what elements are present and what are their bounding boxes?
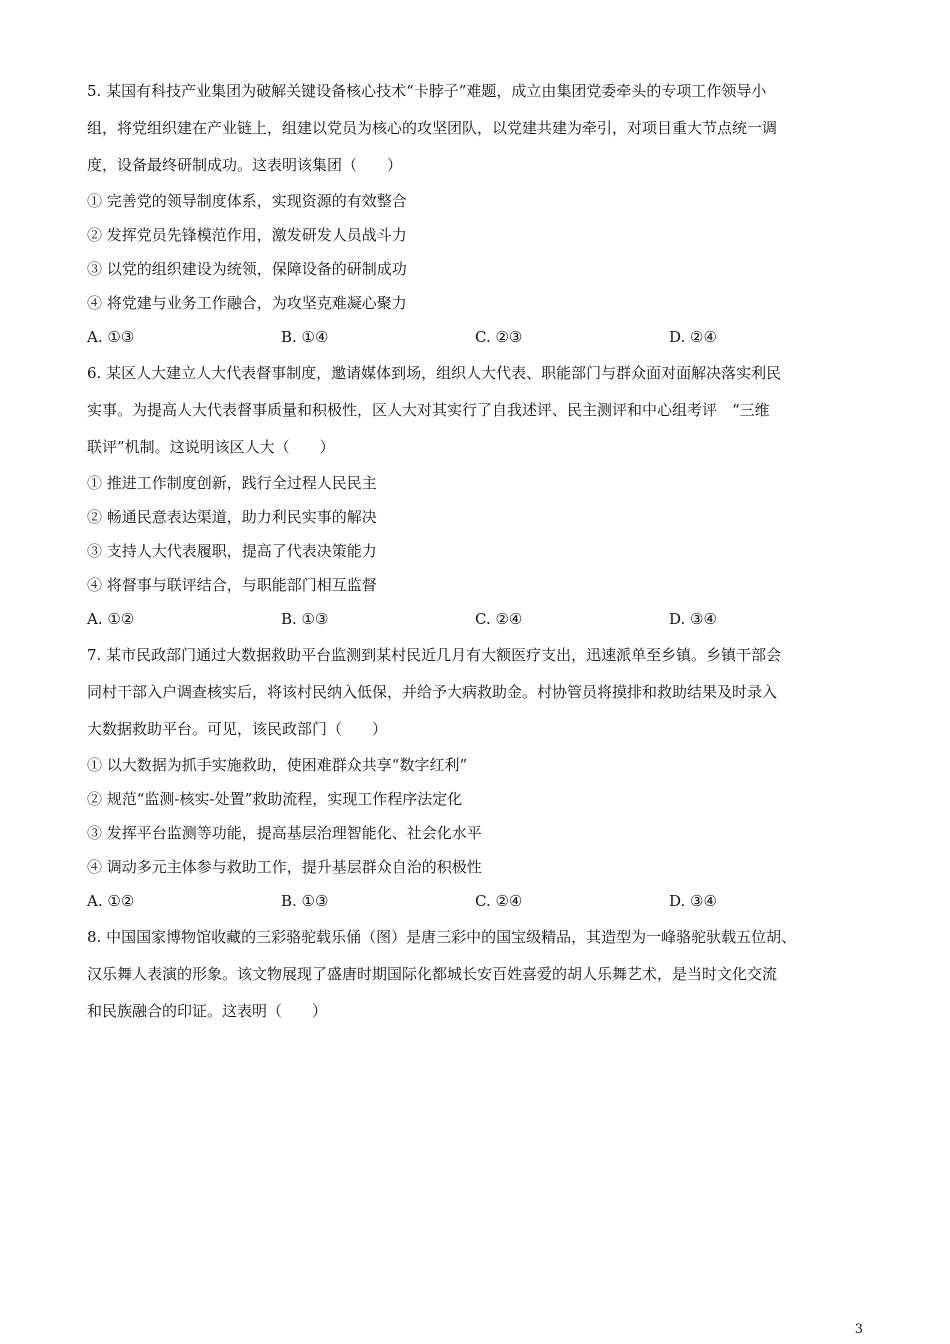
question-stem <box>87 919 867 1030</box>
stem-line: 汉乐舞人表演的形象。该文物展现了盛唐时期国际化都城长安百姓喜爱的胡人乐舞艺术，是当时文化交流 <box>87 965 778 983</box>
answer-a: A. ①② <box>87 610 135 628</box>
question-5 <box>87 73 867 354</box>
stem-line: 联评”机制。这说明该区人大（ ） <box>87 438 335 456</box>
stem-line: 6. 某区人大建立人大代表督事制度，邀请媒体到场，组织人大代表、职能部门与群众面对面解决落实利民 <box>87 364 782 382</box>
option-2: ② 规范“监测-核实-处置”救助流程，实现工作程序法定化 <box>87 790 463 808</box>
answer-b: B. ①④ <box>281 328 329 346</box>
option-4: ④ 将督事与联评结合，与职能部门相互监督 <box>87 576 377 594</box>
stem-line: 度，设备最终研制成功。这表明该集团（ ） <box>87 156 403 174</box>
stem-line: 大数据救助平台。可见，该民政部门（ ） <box>87 720 388 738</box>
stem-line: 5. 某国有科技产业集团为破解关键设备核心技术“卡脖子”难题，成立由集团党委牵头的专项工作领导小 <box>87 82 767 100</box>
stem-line: 7. 某市民政部门通过大数据救助平台监测到某村民近几月有大额医疗支出，迅速派单至乡镇。乡镇干部会 <box>87 646 782 664</box>
answer-a: A. ①② <box>87 892 135 910</box>
question-stem <box>87 73 867 184</box>
answer-d: D. ③④ <box>669 892 717 910</box>
answer-b: B. ①③ <box>281 610 329 628</box>
option-3: ③ 支持人大代表履职，提高了代表决策能力 <box>87 542 377 560</box>
option-1: ① 以大数据为抓手实施救助，使困难群众共享“数字红利” <box>87 756 468 774</box>
option-4: ④ 调动多元主体参与救助工作，提升基层群众自治的积极性 <box>87 858 482 876</box>
answer-d: D. ②④ <box>669 328 717 346</box>
stem-line: 组，将党组织建在产业链上，组建以党员为核心的攻坚团队，以党建共建为牵引，对项目重大节点统一调 <box>87 119 778 137</box>
option-2: ② 发挥党员先锋模范作用，激发研发人员战斗力 <box>87 226 407 244</box>
option-1: ① 推进工作制度创新，践行全过程人民民主 <box>87 474 377 492</box>
stem-line: 同村干部入户调查核实后，将该村民纳入低保，并给予大病救助金。村协管员将摸排和救助结果及时录入 <box>87 683 778 701</box>
question-stem <box>87 637 867 748</box>
option-3: ③ 以党的组织建设为统领，保障设备的研制成功 <box>87 260 407 278</box>
answer-c: C. ②③ <box>475 328 523 346</box>
option-1: ① 完善党的领导制度体系，实现资源的有效整合 <box>87 192 407 210</box>
stem-line: 实事。为提高人大代表督事质量和积极性，区人大对其实行了自我述评、民主测评和中心组考评 “三维 <box>87 401 770 419</box>
question-stem <box>87 355 867 466</box>
question-7 <box>87 637 867 918</box>
answer-b: B. ①③ <box>281 892 329 910</box>
answer-d: D. ③④ <box>669 610 717 628</box>
answer-choices <box>87 884 867 918</box>
question-8 <box>87 919 867 1030</box>
page-number: 3 <box>854 1322 863 1337</box>
answer-choices <box>87 320 867 354</box>
answer-a: A. ①③ <box>87 328 135 346</box>
question-6 <box>87 355 867 636</box>
answer-c: C. ②④ <box>475 892 523 910</box>
stem-line: 8. 中国国家博物馆收藏的三彩骆驼载乐俑（图）是唐三彩中的国宝级精品，其造型为一峰骆驼驮载五位胡、 <box>87 928 797 946</box>
option-4: ④ 将党建与业务工作融合，为攻坚克难凝心聚力 <box>87 294 407 312</box>
option-3: ③ 发挥平台监测等功能，提高基层治理智能化、社会化水平 <box>87 824 482 842</box>
answer-choices <box>87 602 867 636</box>
option-2: ② 畅通民意表达渠道，助力利民实事的解决 <box>87 508 377 526</box>
answer-c: C. ②④ <box>475 610 523 628</box>
stem-line: 和民族融合的印证。这表明（ ） <box>87 1002 328 1020</box>
